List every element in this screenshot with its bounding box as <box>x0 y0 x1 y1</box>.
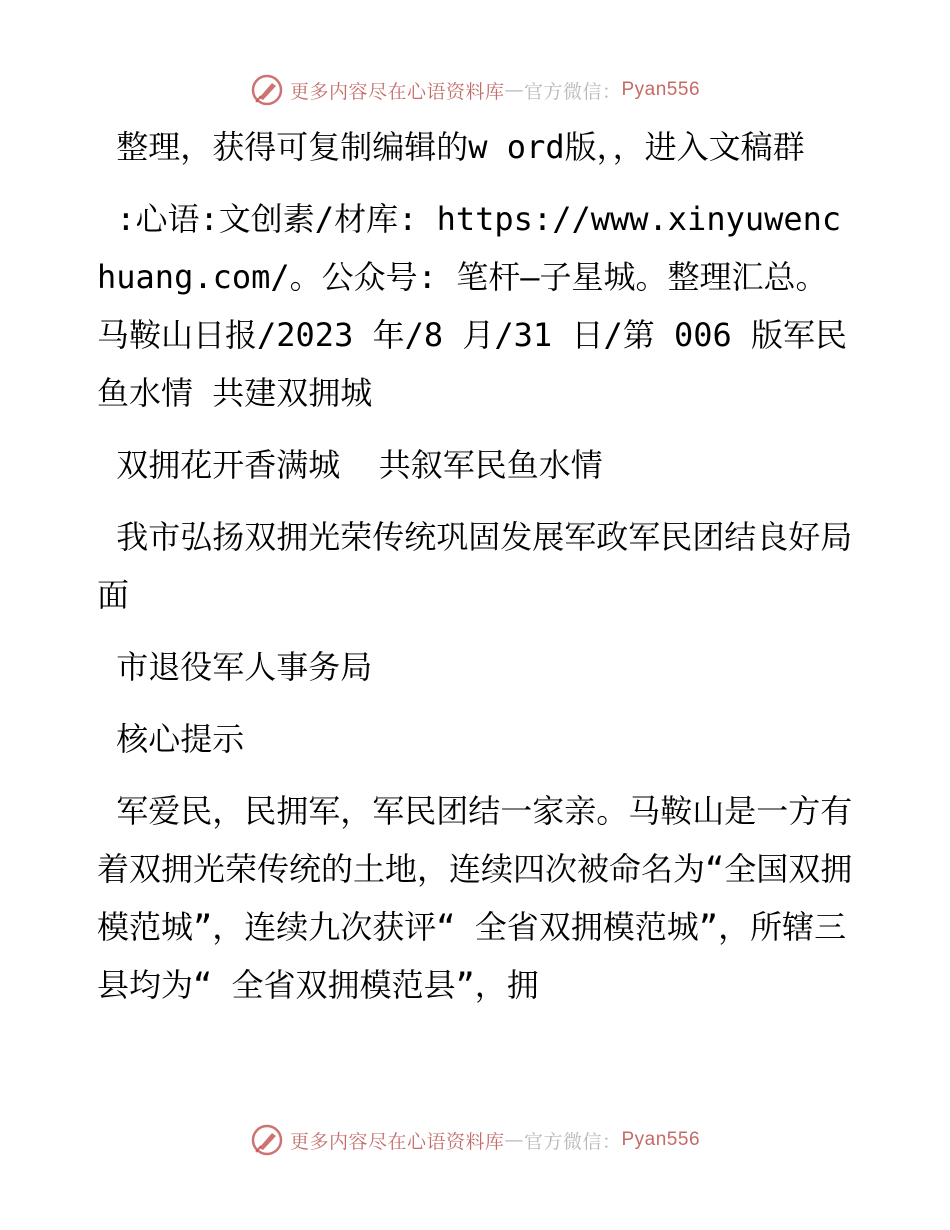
paragraph-2: :心语:文创素/材库: https://www.xinyuwenchuang.com/。公众号: 笔杆—子星城。整理汇总。马鞍山日报/2023 年/8 月/31 日/第 006 版军民鱼水情 共建双拥城 <box>97 200 848 412</box>
watermark-main-text: 更多内容尽在心语资料库 <box>289 80 505 103</box>
paragraph-1: 整理，获得可复制编辑的w ord版，，进入文稿群 <box>97 128 805 166</box>
footer-watermark <box>0 1120 950 1160</box>
watermark-main-text: 更多内容尽在心语资料库 <box>289 1130 505 1153</box>
header-watermark <box>0 70 950 110</box>
watermark-sub-text: 官方微信： <box>523 1130 622 1153</box>
document-body <box>97 118 857 1014</box>
watermark-dash: — <box>504 1129 524 1151</box>
quill-logo-icon <box>250 1123 284 1157</box>
paragraph-5: 市退役军人事务局 <box>97 648 373 686</box>
quill-logo-icon <box>250 73 284 107</box>
watermark-wechat-id: Pyan556 <box>621 1129 701 1150</box>
watermark-wechat-id: Pyan556 <box>621 79 701 100</box>
paragraph-4: 我市弘扬双拥光荣传统巩固发展军政军民团结良好局面 <box>97 518 853 614</box>
paragraph-7: 军爱民，民拥军，军民团结一家亲。马鞍山是一方有着双拥光荣传统的土地，连续四次被命名为“全国双拥模范城”，连续九次获评“ 全省双拥模范城”，所辖三县均为“ 全省双拥模范县”，拥 <box>97 792 853 1004</box>
paragraph-6: 核心提示 <box>97 720 245 758</box>
watermark-sub-text: 官方微信： <box>523 80 622 103</box>
paragraph-3: 双拥花开香满城 共叙军民鱼水情 <box>97 446 603 484</box>
watermark-dash: — <box>504 79 524 101</box>
